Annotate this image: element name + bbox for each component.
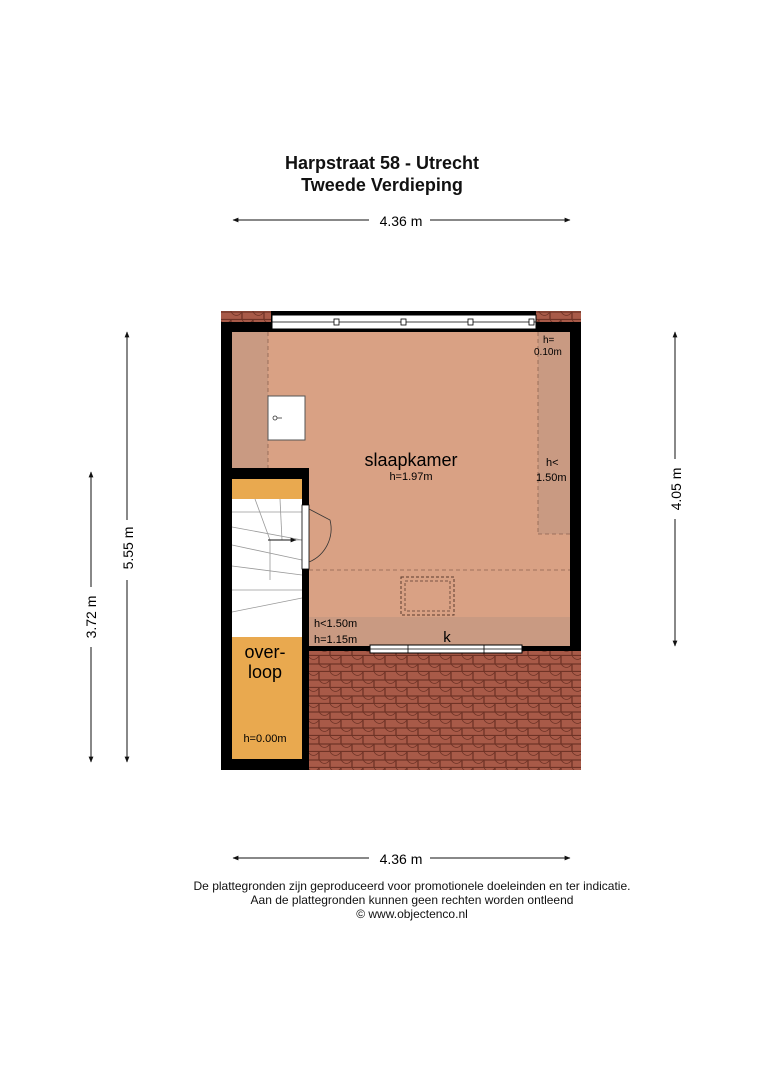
dimension-bottom-label: 4.36 m [379, 851, 423, 867]
height-label-bottom-1: h<1.50m [314, 618, 358, 630]
height-label-top-right-2: 0.10m [534, 347, 562, 358]
plan-subtitle: Tweede Verdieping [301, 175, 463, 195]
footer-disclaimer-1: De plattegronden zijn geproduceerd voor promotionele doeleinden en ter indicatie. [193, 879, 631, 893]
dimension-left-outer-label: 5.55 m [120, 526, 136, 570]
dimension-top [233, 213, 570, 229]
height-label-right-2: 1.50m [536, 472, 567, 484]
heater-unit [268, 396, 305, 440]
top-window [272, 315, 536, 329]
dimension-right-label: 4.05 m [668, 467, 684, 511]
dimension-left-outer [120, 332, 136, 762]
height-label-bottom-2: h=1.15m [314, 634, 358, 646]
room-height-slaapkamer: h=1.97m [389, 471, 433, 483]
dimension-bottom [233, 851, 570, 867]
room-name-overloop-line1: over- [244, 642, 286, 662]
dimension-left-inner [83, 472, 99, 762]
dimension-left-inner-label: 3.72 m [83, 595, 99, 639]
overloop-top-strip [232, 479, 302, 499]
footer-copyright: © www.objectenco.nl [356, 907, 468, 921]
room-height-overloop: h=0.00m [243, 733, 287, 745]
kast-label: k [443, 629, 451, 646]
staircase [232, 499, 302, 637]
room-name-overloop-line2: loop [247, 662, 283, 682]
footer-disclaimer-2: Aan de plattegronden kunnen geen rechten worden ontleend [250, 893, 574, 907]
room-name-slaapkamer: slaapkamer [364, 450, 458, 470]
low-height-zone-right [538, 332, 570, 534]
dimension-top-label: 4.36 m [379, 213, 423, 229]
dimension-right [668, 332, 684, 646]
height-label-right-1: h< [546, 457, 559, 469]
plan-title: Harpstraat 58 - Utrecht [284, 153, 480, 173]
low-height-zone-left [232, 332, 268, 468]
height-label-top-right-1: h= [543, 335, 555, 346]
